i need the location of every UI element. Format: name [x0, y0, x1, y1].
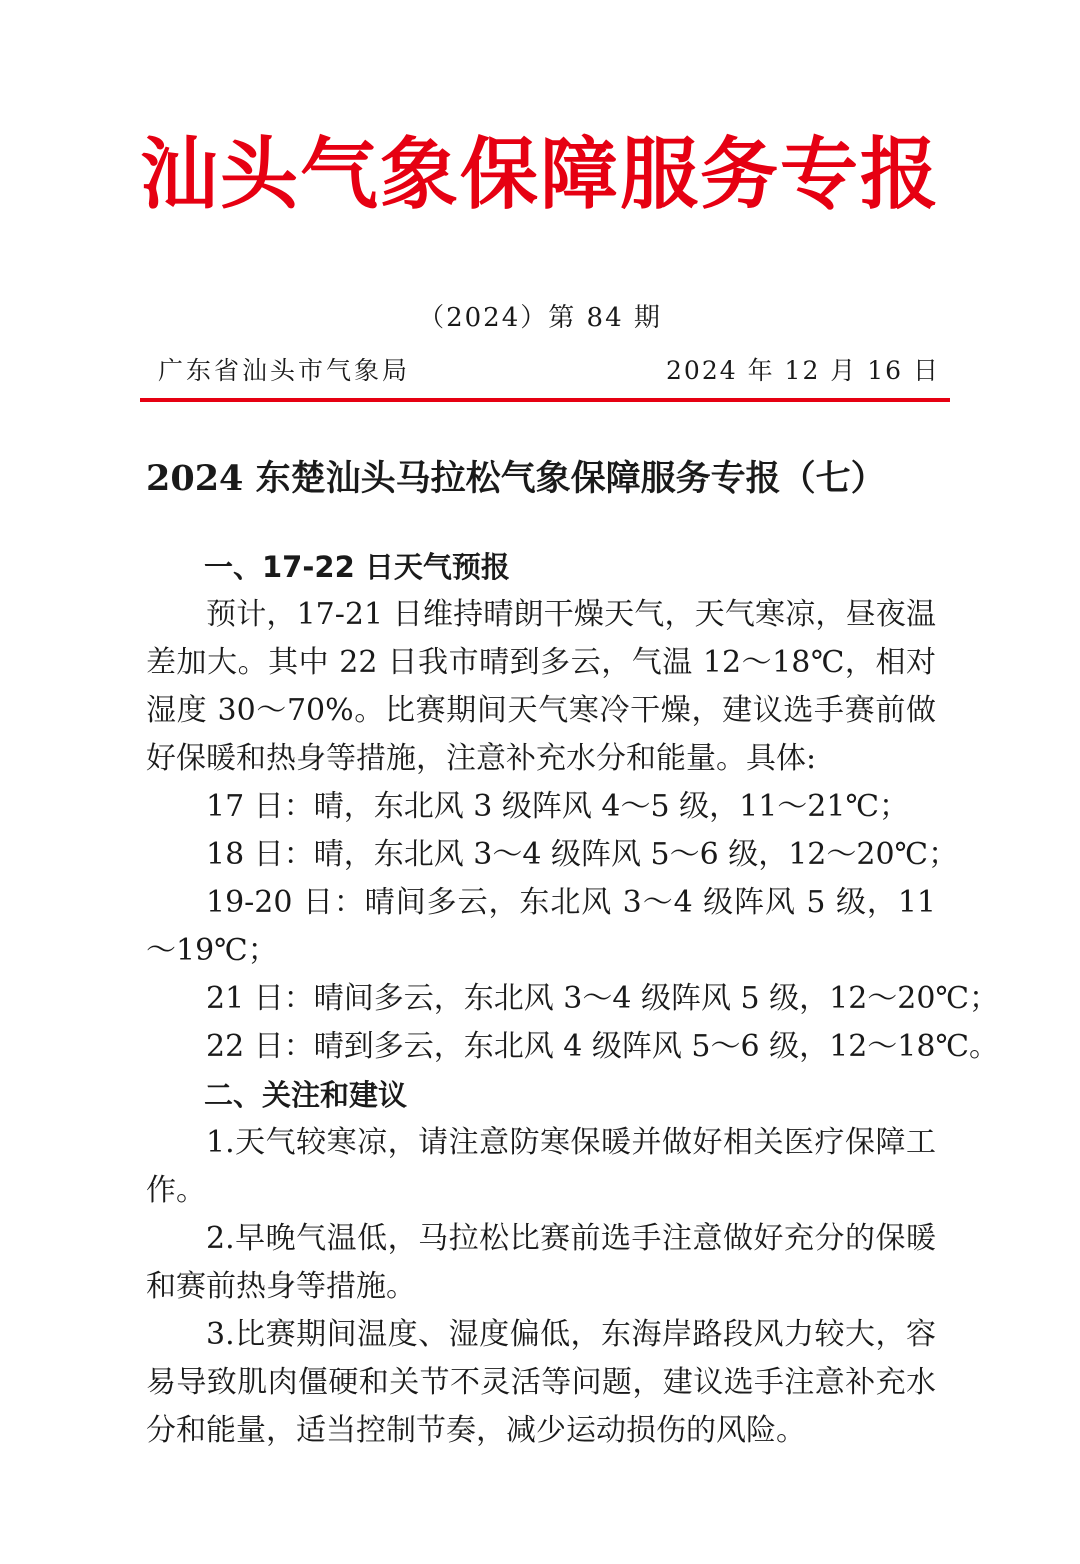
advice-item: 2.早晚气温低，马拉松比赛前选手注意做好充分的保暖和赛前热身等措施。 — [146, 1221, 936, 1304]
document-title: 2024 东楚汕头马拉松气象保障服务专报（七） — [146, 458, 886, 499]
masthead-title: 汕头气象保障服务专报 — [139, 129, 940, 220]
section-heading-advice: 二、关注和建议 — [204, 1078, 408, 1112]
forecast-intro-paragraph: 预计，17-21 日维持晴朗干燥天气，天气寒凉，昼夜温差加大。其中 22 日我市晴到多云，气温 12～18℃，相对湿度 30～70%。比赛期间天气寒冷干燥，建议选手赛前做好保暖和热身等措施，注意补充水分和能量。具体: — [146, 597, 936, 776]
advice-item: 1.天气较寒凉，请注意防寒保暖并做好相关医疗保障工作。 — [146, 1125, 936, 1208]
forecast-line: 22 日：晴到多云，东北风 4 级阵风 5～6 级，12～18℃。 — [206, 1029, 1000, 1064]
issuing-authority: 广东省汕头市气象局 — [158, 356, 411, 385]
forecast-line: 21 日：晴间多云，东北风 3～4 级阵风 5 级，12～20℃； — [206, 981, 1000, 1016]
advice-item: 3.比赛期间温度、湿度偏低，东海岸路段风力较大，容易导致肌肉僵硬和关节不灵活等问题，建议选手注意补充水分和能量，适当控制节奏，减少运动损伤的风险。 — [146, 1317, 936, 1448]
forecast-line: 18 日：晴，东北风 3～4 级阵风 5～6 级，12～20℃； — [206, 837, 959, 872]
section-heading-forecast: 一、17-22 日天气预报 — [204, 550, 510, 584]
document-body — [146, 543, 1000, 1455]
red-divider — [140, 398, 950, 402]
publication-date: 2024 年 12 月 16 日 — [666, 356, 940, 385]
issue-number: （2024）第 84 期 — [418, 303, 662, 333]
forecast-line: 17 日：晴，东北风 3 级阵风 4～5 级，11～21℃； — [206, 789, 910, 824]
forecast-line: 19-20 日：晴间多云，东北风 3～4 级阵风 5 级，11～19℃； — [146, 885, 936, 968]
